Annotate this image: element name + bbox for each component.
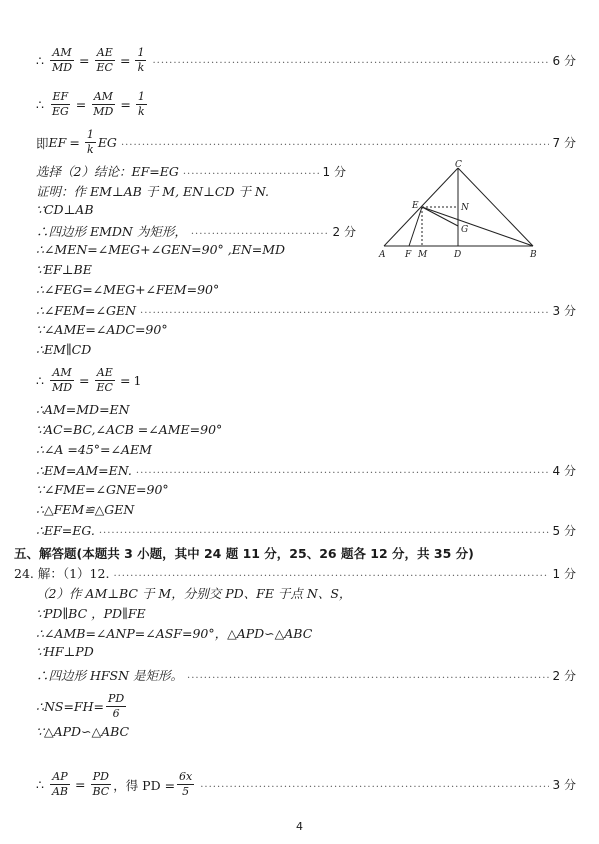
- label-e: E: [412, 201, 419, 211]
- text: EG: [97, 135, 117, 150]
- dot-leader: [191, 226, 329, 237]
- text: ∵CD⊥AB: [36, 202, 94, 217]
- score: 2 分: [332, 224, 356, 239]
- segment-eb: [422, 207, 533, 246]
- page-number: 4: [296, 820, 303, 833]
- therefore-symbol: ∴: [36, 373, 44, 388]
- text: ∴∠AMB=∠ANP=∠ASF=90°，△APD∽△ABC: [36, 626, 313, 641]
- line-25: [36, 604, 576, 622]
- text: 即: [36, 135, 49, 151]
- line-18: [36, 462, 576, 479]
- dot-leader: [152, 55, 548, 66]
- segment-eg: [422, 207, 458, 226]
- fraction: $\frac{AM}{MD}$: [93, 90, 114, 118]
- line-21: [36, 522, 576, 539]
- line-5: [36, 182, 356, 200]
- line-19: [36, 482, 576, 497]
- dot-leader: [187, 670, 549, 681]
- line-6: [36, 202, 356, 217]
- score: 5 分: [552, 524, 576, 538]
- label-m: M: [418, 250, 428, 260]
- text: ，得 PD =: [113, 777, 176, 793]
- line-8: [36, 242, 366, 257]
- line-12: [36, 322, 576, 337]
- fraction: $\frac{AE}{EC}$: [96, 46, 113, 74]
- line-16: [36, 422, 576, 437]
- line-11: [36, 302, 576, 319]
- text: EF: [48, 135, 67, 150]
- label-b: B: [530, 250, 537, 260]
- fraction: $\frac{1}{k}$: [86, 128, 94, 156]
- geometry-figure: [378, 160, 543, 260]
- line-3: 即 EF = $\frac{1}{k}$ EG ..... 7 分: [36, 128, 576, 157]
- fraction: $\frac{PD}{BC}$: [92, 770, 110, 798]
- line-27: [36, 644, 576, 659]
- line-28: [36, 666, 576, 684]
- line-10: [36, 282, 576, 297]
- text: ∵AC=BC,∠ACB =∠AME=90°: [36, 422, 223, 437]
- fraction: $\frac{AE}{EC}$: [96, 366, 113, 394]
- text: ∵EF⊥BE: [36, 262, 92, 277]
- line-15: [36, 402, 576, 417]
- text: 证明：作 EM⊥AB 于 M, EN⊥CD 于 N.: [36, 184, 270, 199]
- line-30: [36, 724, 576, 739]
- text: ∴∠FEG=∠MEG+∠FEM=90°: [36, 282, 220, 297]
- dot-leader: [121, 137, 549, 148]
- label-g: G: [461, 225, 469, 235]
- line-14: ∴ $\frac{AM}{MD}$ = $\frac{AE}{EC}$ = 1: [36, 366, 142, 394]
- fraction: $\frac{EF}{EG}$: [51, 90, 69, 118]
- fraction: $\frac{AP}{AB}$: [51, 770, 68, 798]
- score: 4 分: [552, 464, 576, 478]
- line-24: [36, 584, 576, 602]
- fraction: $\frac{6x}{5}$: [179, 770, 193, 798]
- line-23: [14, 564, 576, 582]
- line-26: [36, 624, 576, 642]
- text: ∴∠MEN=∠MEG+∠GEN=90° ,EN=MD: [36, 242, 286, 257]
- line-2: ∴ $\frac{EF}{EG}$ = $\frac{AM}{MD}$ = $\frac{1}{k}$: [36, 90, 145, 118]
- score: 1 分: [322, 164, 346, 179]
- score: 7 分: [552, 136, 576, 150]
- text: ∴EM=AM=EN.: [36, 463, 132, 478]
- line-9: [36, 262, 576, 277]
- text: ∴∠FEM=∠GEN: [36, 303, 137, 318]
- text: ∵HF⊥PD: [36, 644, 94, 659]
- text: ∴EM∥CD: [36, 342, 92, 357]
- fraction: $\frac{1}{k}$: [137, 46, 145, 74]
- segment-cb: [458, 168, 533, 246]
- text: 1: [133, 373, 142, 388]
- line-31: ∴ $\frac{AP}{AB}$ = $\frac{PD}{BC}$ ，得 PD = $\frac{6x}{5}$ ..... 3 分: [36, 770, 576, 799]
- score: 3 分: [552, 304, 576, 318]
- line-20: [36, 502, 576, 517]
- label-d: D: [454, 250, 462, 260]
- therefore-symbol: ∴: [36, 53, 44, 68]
- text: ∴∠A =45°=∠AEM: [36, 442, 152, 457]
- text: 24. 解：（1）12.: [14, 566, 110, 581]
- text: ∵∠FME=∠GNE=90°: [36, 482, 169, 497]
- fraction: $\frac{1}{k}$: [137, 90, 145, 118]
- dot-leader: [136, 465, 549, 476]
- text: ∴AM=MD=EN: [36, 402, 130, 417]
- text: ∴四边形 HFSN 是矩形。: [36, 668, 184, 683]
- therefore-symbol: ∴: [36, 97, 44, 112]
- line-13: [36, 342, 576, 357]
- section-heading: 五、解答题(本题共 3 小题，其中 24 题 11 分，25、26 题各 12 分，共 35 分): [14, 546, 474, 561]
- label-c: C: [455, 160, 462, 170]
- text: （2）作 AM⊥BC 于 M，分别交 PD、FE 于点 N、S，: [36, 586, 352, 601]
- line-17: [36, 442, 576, 457]
- line-4: [36, 162, 346, 180]
- dot-leader: [183, 166, 319, 177]
- score: 1 分: [552, 566, 576, 581]
- dot-leader: [99, 525, 549, 536]
- score: 6 分: [552, 54, 576, 68]
- line-29: [36, 692, 576, 721]
- line-7: [36, 222, 356, 240]
- label-n: N: [461, 203, 469, 213]
- text: ∴△FEM≌△GEN: [36, 502, 135, 517]
- text: ∴四边形 EMDN 为矩形，: [36, 224, 187, 239]
- text: ∵∠AME=∠ADC=90°: [36, 322, 168, 337]
- text: ∴EF=EG.: [36, 523, 95, 538]
- line-1: ∴ $\frac{AM}{MD}$ = $\frac{AE}{EC}$ = $\frac{1}{k}$ ..... 6 分: [36, 46, 576, 75]
- text: ∵△APD∽△ABC: [36, 724, 130, 739]
- dot-leader: [200, 779, 548, 790]
- text: 选择（2）结论：EF=EG: [36, 164, 179, 179]
- dot-leader: [140, 305, 549, 316]
- fraction: $\frac{AM}{MD}$: [51, 366, 73, 394]
- therefore-symbol: ∴: [36, 777, 44, 792]
- text: ∴NS=FH=: [36, 699, 104, 714]
- score: 2 分: [552, 668, 576, 683]
- label-a: A: [379, 250, 386, 260]
- label-f: F: [405, 250, 412, 260]
- fraction: $\frac{PD}{6}$: [107, 692, 125, 720]
- dot-leader: [113, 568, 548, 579]
- fraction: $\frac{AM}{MD}$: [51, 46, 73, 74]
- score: 3 分: [552, 778, 576, 792]
- text: ∵PD∥BC ，PD∥FE: [36, 606, 146, 621]
